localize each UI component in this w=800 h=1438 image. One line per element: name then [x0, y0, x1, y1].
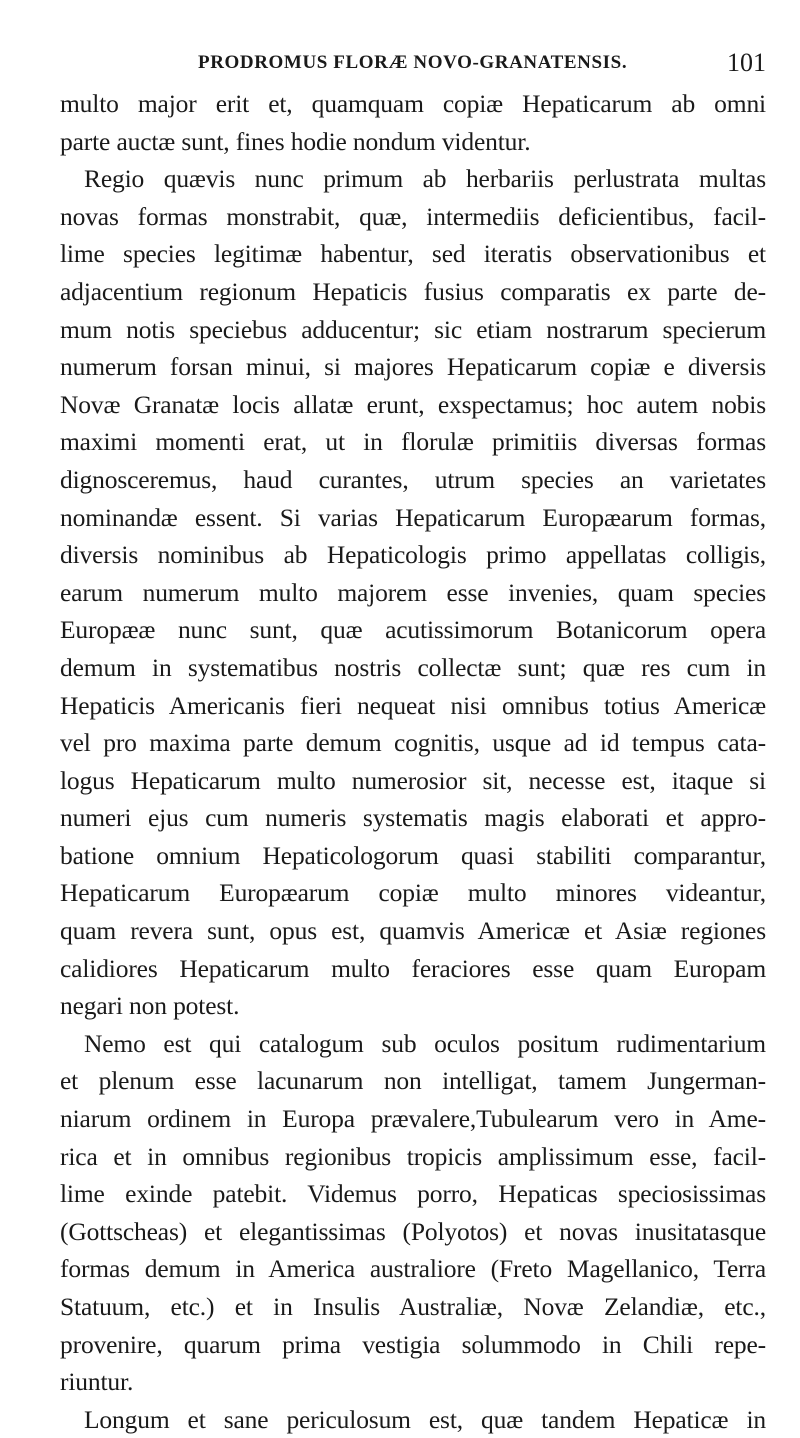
text-line: nominandæ essent. Si varias Hepaticarum Europæarum formas,	[60, 502, 766, 532]
text-line: Hepaticis Americanis fieri nequeat nisi omnibus totius Americæ	[60, 690, 766, 720]
text-line: adjacentium regionum Hepaticis fusius comparatis ex parte de-	[60, 276, 766, 306]
text-line: calidiores Hepaticarum multo feraciores esse quam Europam	[60, 953, 766, 983]
text-line: riuntur.	[60, 1367, 134, 1397]
text-line: provenire, quarum prima vestigia solummodo in Chili repe-	[60, 1329, 766, 1359]
text-line: vel pro maxima parte demum cognitis, usque ad id tempus cata-	[60, 728, 766, 758]
text-line: numeri ejus cum numeris systematis magis elaborati et appro-	[60, 803, 766, 833]
text-line: maximi momenti erat, ut in florulæ primitiis diversas formas	[60, 427, 766, 457]
text-line: et plenum esse lacunarum non intelligat, tamem Jungerman-	[60, 1066, 766, 1096]
body-text	[60, 85, 766, 1438]
running-head	[60, 48, 766, 82]
text-line: lime species legitimæ habentur, sed iteratis observationibus et	[60, 239, 766, 269]
text-line: (Gottscheas) et elegantissimas (Polyotos) et novas inusitatasque	[60, 1216, 766, 1246]
text-line: parte auctæ sunt, fines hodie nondum videntur.	[60, 126, 531, 156]
running-title: PRODROMUS FLORÆ NOVO-GRANATENSIS.	[198, 52, 628, 73]
text-line: Longum et sane periculosum est, quæ tandem Hepaticæ in	[84, 1404, 766, 1434]
text-line: Novæ Granatæ locis allatæ erunt, exspectamus; hoc autem nobis	[60, 389, 766, 419]
text-line: Hepaticarum Europæarum copiæ multo minores videantur,	[60, 878, 766, 908]
text-line: lime exinde patebit. Videmus porro, Hepaticas speciosissimas	[60, 1179, 766, 1209]
text-line: diversis nominibus ab Hepaticologis primo appellatas colligis,	[60, 540, 766, 570]
text-line: negari non potest.	[60, 991, 240, 1021]
text-line: Regio quævis nunc primum ab herbariis perlustrata multas	[84, 164, 766, 194]
text-line: Statuum, etc.) et in Insulis Australiæ, Novæ Zelandiæ, etc.,	[60, 1292, 766, 1321]
text-line: Europææ nunc sunt, quæ acutissimorum Botanicorum opera	[60, 615, 766, 645]
text-line: logus Hepaticarum multo numerosior sit, necesse est, itaque si	[60, 765, 766, 795]
text-line: earum numerum multo majorem esse invenies, quam species	[60, 577, 766, 607]
text-line: batione omnium Hepaticologorum quasi stabiliti comparantur,	[60, 840, 766, 870]
text-line: formas demum in America australiore (Freto Magellanico, Terra	[60, 1254, 766, 1284]
text-line: niarum ordinem in Europa prævalere,Tubulearum vero in Ame-	[60, 1104, 766, 1134]
text-line: novas formas monstrabit, quæ, intermediis deficientibus, facil-	[60, 201, 766, 231]
text-line: rica et in omnibus regionibus tropicis amplissimum esse, facil-	[60, 1141, 766, 1171]
text-line: numerum forsan minui, si majores Hepaticarum copiæ e diversis	[60, 352, 766, 382]
text-line: multo major erit et, quamquam copiæ Hepaticarum ab omni	[60, 89, 766, 118]
text-line: dignosceremus, haud curantes, utrum species an varietates	[60, 464, 766, 494]
text-line: Nemo est qui catalogum sub oculos positum rudimentarium	[84, 1028, 766, 1058]
page-number: 101	[727, 48, 766, 77]
text-line: demum in systematibus nostris collectæ sunt; quæ res cum in	[60, 652, 766, 682]
text-line: mum notis speciebus adducentur; sic etiam nostrarum specierum	[60, 314, 766, 344]
text-line: quam revera sunt, opus est, quamvis Americæ et Asiæ regiones	[60, 916, 766, 946]
